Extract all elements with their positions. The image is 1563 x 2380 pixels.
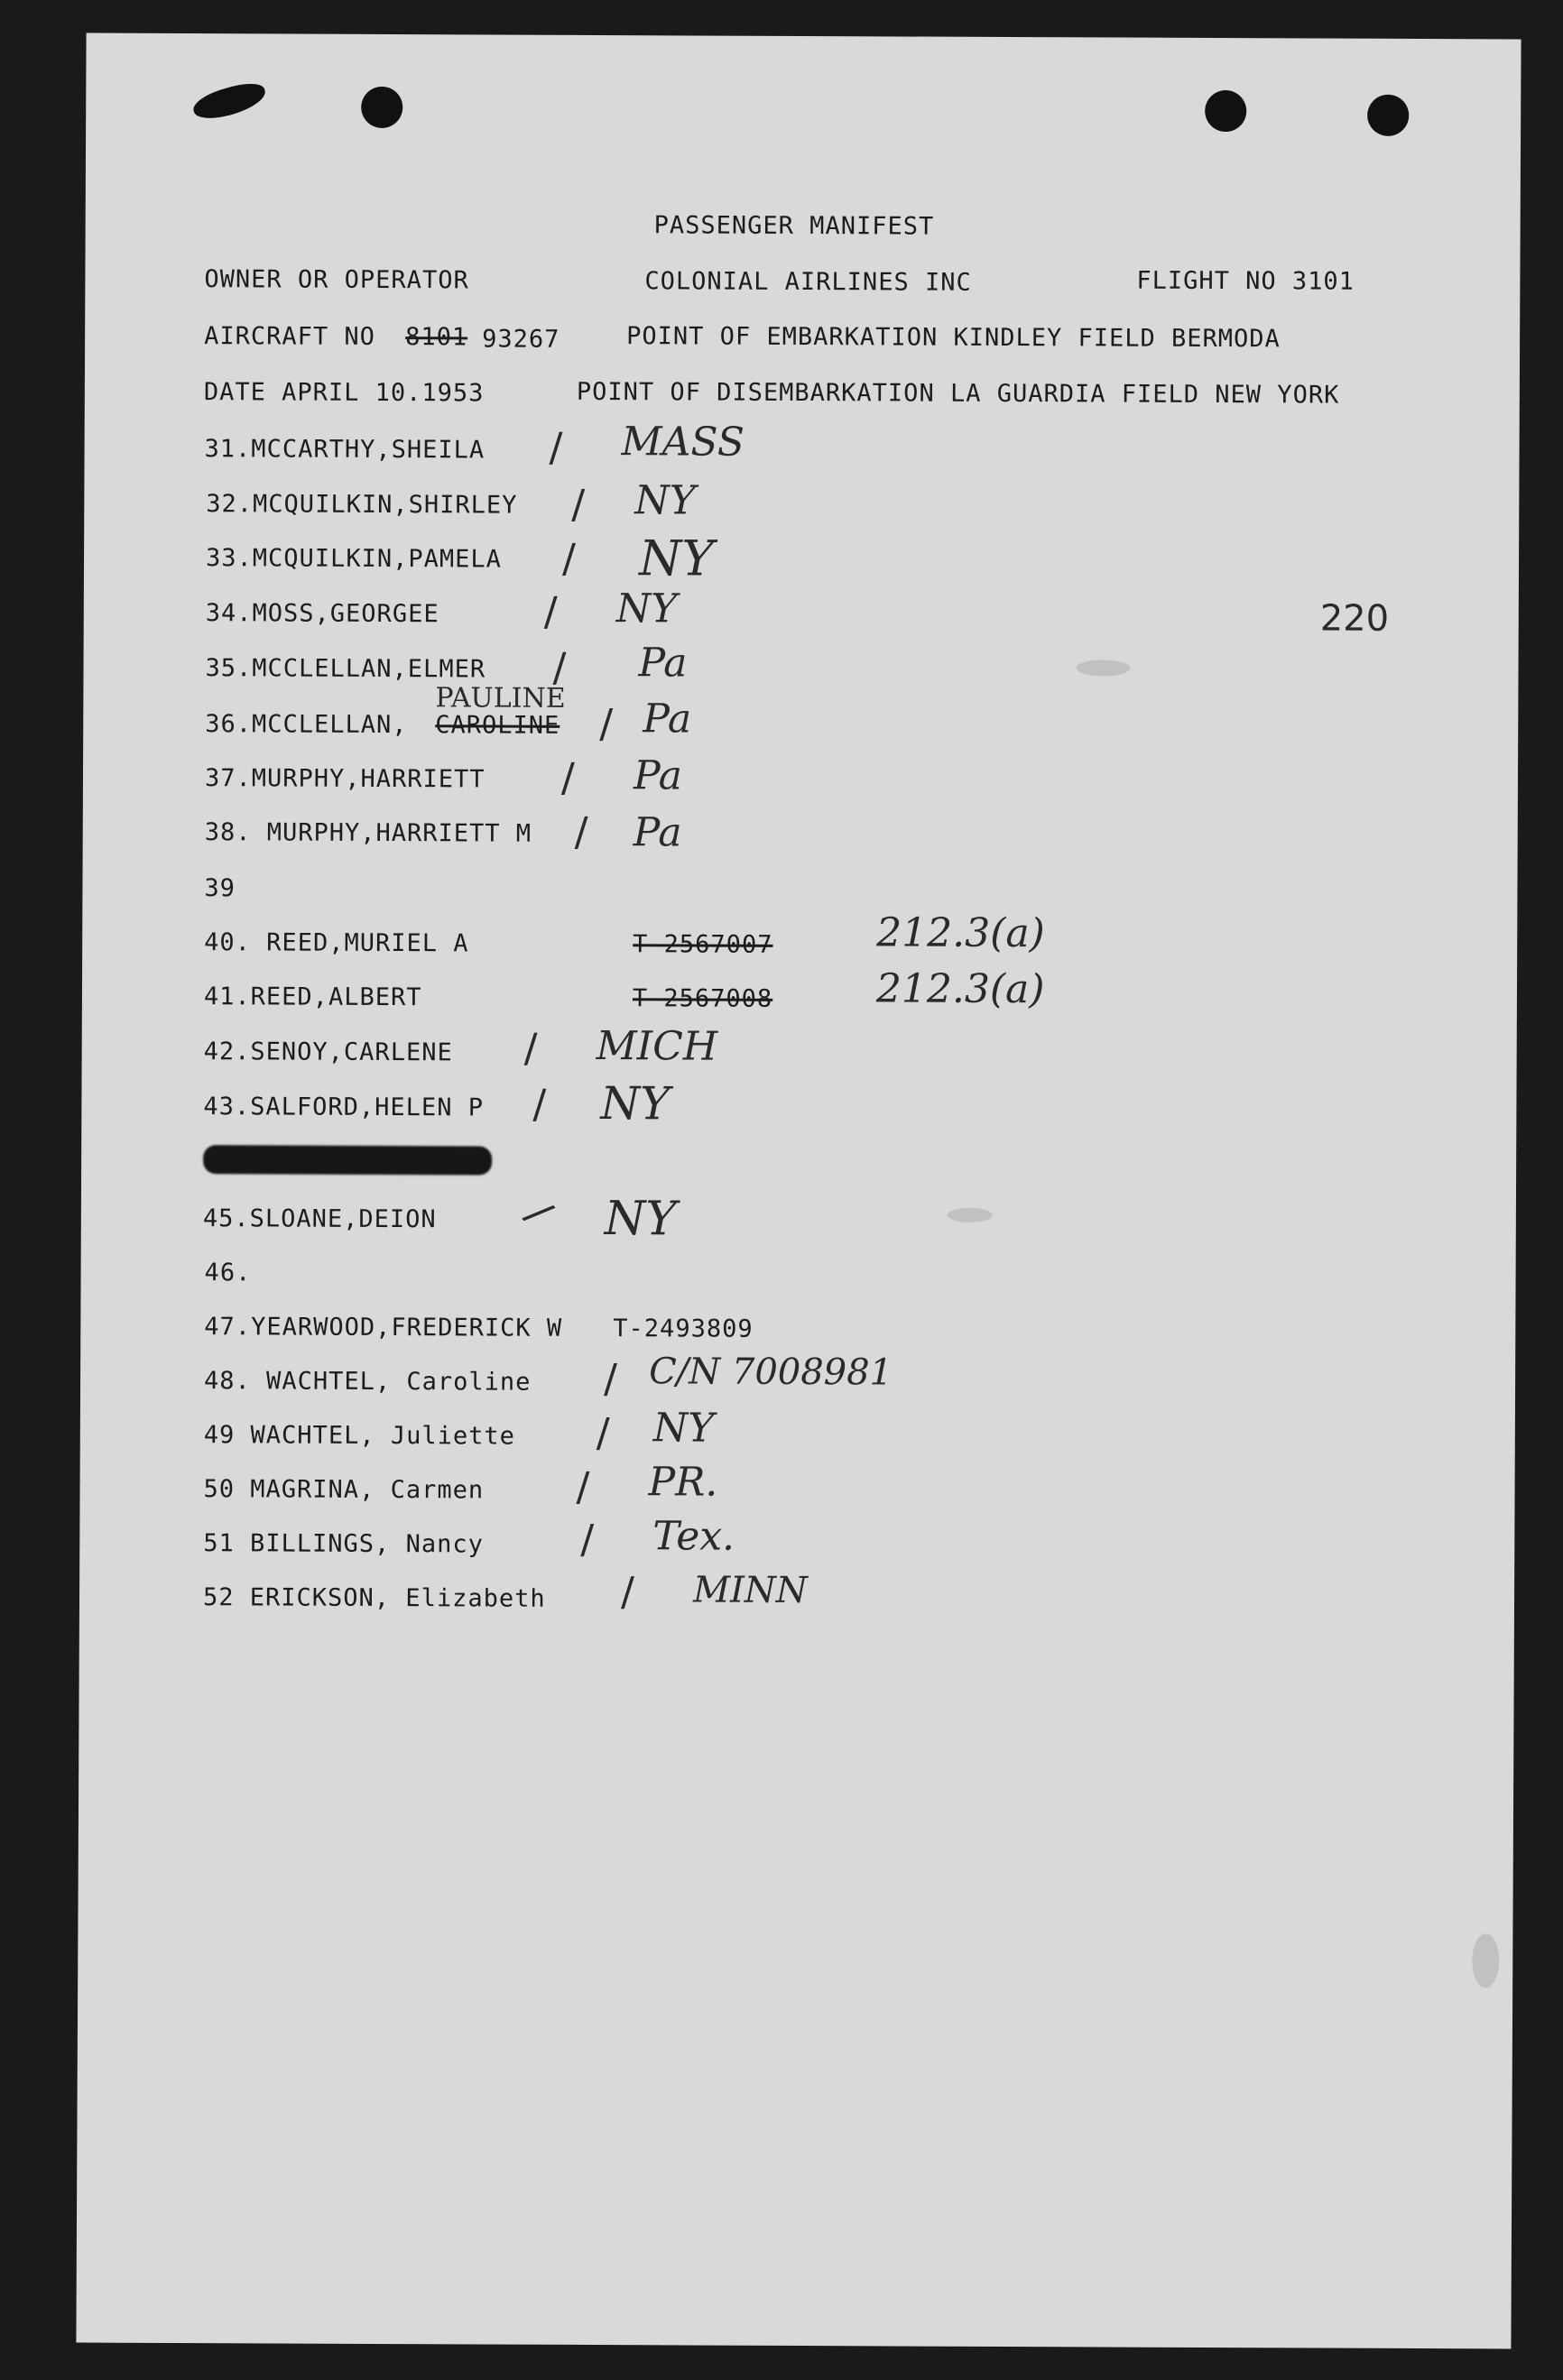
state-note: NY	[652, 1405, 715, 1452]
manifest-date: DATE APRIL 10.1953	[203, 378, 485, 408]
punch-hole	[361, 87, 402, 128]
tick-mark: /	[574, 808, 588, 855]
state-note: MASS	[621, 419, 745, 466]
tick-mark: /	[543, 588, 558, 635]
passenger-row: 34.MOSS,GEORGEE	[205, 599, 439, 629]
state-note: NY	[638, 530, 715, 587]
ticket-code: T-2493809	[613, 1315, 754, 1343]
punch-hole-mark	[190, 78, 269, 124]
state-note: MICH	[596, 1023, 718, 1070]
state-note: NY	[634, 477, 696, 524]
tick-mark: /	[571, 481, 586, 528]
passenger-row: 40. REED,MURIEL A	[204, 928, 469, 958]
punch-hole	[1205, 90, 1246, 132]
passenger-row: 52 ERICKSON, Elizabeth	[202, 1583, 546, 1613]
tick-mark: /	[516, 1193, 561, 1233]
passenger-row: 38. MURPHY,HARRIETT M	[204, 818, 532, 848]
tick-mark: /	[560, 754, 575, 801]
passenger-row: 36.MCCLELLAN,	[205, 710, 408, 740]
tick-mark: /	[599, 701, 614, 748]
aircraft-number: 93267	[482, 325, 560, 354]
passenger-row: 41.REED,ALBERT	[203, 982, 422, 1012]
passenger-row: 42.SENOY,CARLENE	[203, 1038, 453, 1067]
tick-mark: /	[561, 535, 576, 582]
page-number: 220	[1319, 597, 1390, 640]
flight-number: FLIGHT NO 3101	[1136, 266, 1355, 296]
tick-mark: /	[603, 1356, 618, 1403]
passenger-row: 47.YEARWOOD,FREDERICK W	[204, 1313, 563, 1342]
tick-mark: /	[552, 644, 567, 691]
manifest-page	[76, 33, 1521, 2349]
status-note: 212.3(a)	[875, 965, 1045, 1013]
inserted-name: PAULINE	[435, 682, 566, 715]
tick-mark: /	[549, 424, 563, 471]
disembarkation-point: POINT OF DISEMBARKATION LA GUARDIA FIELD NEW YORK	[576, 377, 1340, 410]
state-note: Pa	[633, 752, 682, 799]
state-note: NY	[600, 1077, 671, 1130]
redacted-row	[203, 1145, 492, 1175]
struck-number: T-2567008	[632, 984, 773, 1013]
state-note: NY	[615, 586, 678, 632]
state-note: Tex.	[652, 1513, 735, 1560]
aircraft-label: AIRCRAFT NO	[204, 322, 376, 351]
page-title: PASSENGER MANIFEST	[653, 211, 935, 241]
struck-number: T-2567007	[633, 930, 773, 959]
tick-mark: /	[532, 1081, 547, 1128]
passenger-row: 32.MCQUILKIN,SHIRLEY	[206, 490, 518, 520]
tick-mark: /	[596, 1410, 610, 1457]
state-note: NY	[604, 1192, 677, 1247]
tick-mark: /	[580, 1516, 595, 1564]
state-note: Pa	[643, 696, 692, 743]
passenger-row: 39	[204, 874, 236, 903]
passenger-row: 33.MCQUILKIN,PAMELA	[205, 544, 502, 574]
passenger-row: 49 WACHTEL, Juliette	[203, 1421, 515, 1451]
state-note: Pa	[638, 640, 688, 687]
passenger-row: 51 BILLINGS, Nancy	[203, 1529, 484, 1559]
passenger-row: 45.SLOANE,DEION	[202, 1204, 437, 1234]
passenger-row: 37.MURPHY,HARRIETT	[204, 764, 486, 794]
passenger-row: 35.MCCLELLAN,ELMER	[205, 654, 486, 684]
owner-label: OWNER OR OPERATOR	[204, 265, 469, 295]
tick-mark: /	[523, 1025, 538, 1072]
passenger-row: 48. WACHTEL, Caroline	[204, 1367, 532, 1397]
operator-name: COLONIAL AIRLINES INC	[644, 267, 972, 297]
note: C/N 7008981	[649, 1351, 893, 1394]
state-note: Pa	[633, 809, 682, 856]
tick-mark: /	[576, 1463, 590, 1510]
punch-hole	[1367, 95, 1409, 136]
embarkation-point: POINT OF EMBARKATION KINDLEY FIELD BERMODA	[626, 322, 1281, 354]
state-note: PR.	[648, 1459, 718, 1506]
passenger-row: 31.MCCARTHY,SHEILA	[204, 435, 486, 465]
tick-mark: /	[620, 1569, 634, 1616]
passenger-row: 46.	[204, 1259, 252, 1287]
smudge	[948, 1208, 993, 1222]
passenger-row: 43.SALFORD,HELEN P	[203, 1093, 485, 1122]
aircraft-struck-number: 8101	[405, 323, 468, 352]
passenger-row: 50 MAGRINA, Carmen	[203, 1475, 485, 1505]
state-note: MINN	[692, 1569, 808, 1612]
smudge	[1076, 660, 1130, 676]
struck-name: CAROLINE	[435, 711, 560, 740]
smudge	[1472, 1933, 1499, 1988]
status-note: 212.3(a)	[876, 909, 1045, 957]
